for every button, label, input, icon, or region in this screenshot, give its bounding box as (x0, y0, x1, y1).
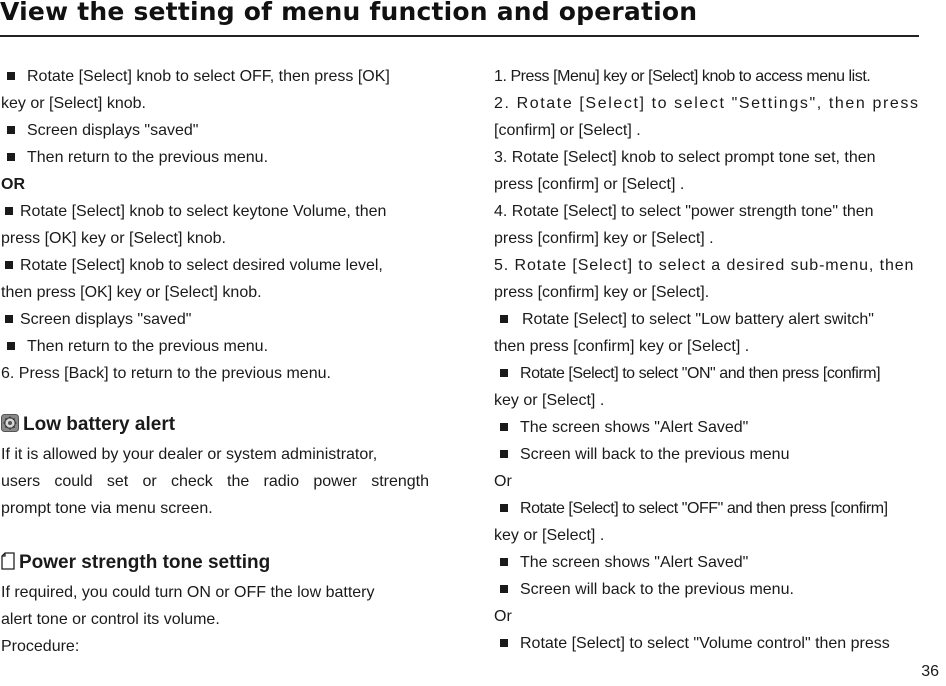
page-number: 36 (921, 663, 939, 680)
right-column (494, 63, 920, 657)
square-bullet-icon (7, 72, 15, 80)
section-heading-power-strength: Power strength tone setting (1, 549, 429, 576)
section-heading-low-battery: Low battery alert (1, 411, 429, 438)
text-line: alert tone or control its volume. (1, 611, 220, 628)
text-line: Rotate [Select] to select "Low battery alert switch" (494, 306, 920, 333)
text-line: key or [Select] . (494, 392, 605, 409)
or-label: Or (494, 473, 512, 490)
square-bullet-icon (7, 126, 15, 134)
spacer (1, 387, 429, 411)
document-icon (1, 552, 15, 570)
text-line: Screen displays "saved" (1, 306, 429, 333)
text-line: 1. Press [Menu] key or [Select] knob to access menu list. (494, 68, 871, 85)
square-bullet-icon (7, 342, 15, 350)
text-line: Rotate [Select] to select "OFF" and then press [confirm] (494, 495, 920, 522)
text-line: Then return to the previous menu. (1, 333, 429, 360)
text-line: press [confirm] key or [Select] . (494, 230, 714, 247)
text-line: users could set or check the radio power strength (1, 473, 429, 490)
text-line: Rotate [Select] knob to select keytone Volume, then (1, 198, 429, 225)
text-line: 5. Rotate [Select] to select a desired sub-menu, then (494, 257, 915, 274)
spacer (1, 522, 429, 549)
text-line: Rotate [Select] knob to select OFF, then press [OK] (1, 63, 429, 90)
square-bullet-icon (7, 153, 15, 161)
text-line: press [confirm] key or [Select]. (494, 284, 710, 301)
settings-gear-icon (1, 414, 19, 432)
left-column (1, 63, 429, 660)
text-line: press [OK] key or [Select] knob. (1, 230, 226, 247)
text-line: Screen will back to the previous menu (494, 441, 920, 468)
text-line: key or [Select] knob. (1, 95, 146, 112)
page-title: View the setting of menu function and operation (0, 0, 698, 26)
square-bullet-icon (5, 207, 13, 215)
square-bullet-icon (500, 450, 508, 458)
text-line: prompt tone via menu screen. (1, 500, 213, 517)
text-line: then press [confirm] key or [Select] . (494, 338, 750, 355)
text-line: then press [OK] key or [Select] knob. (1, 284, 262, 301)
square-bullet-icon (5, 261, 13, 269)
text-line: key or [Select] . (494, 527, 605, 544)
text-line: 3. Rotate [Select] knob to select prompt tone set, then (494, 149, 876, 166)
square-bullet-icon (5, 315, 13, 323)
square-bullet-icon (500, 315, 508, 323)
text-line: Rotate [Select] to select "ON" and then press [confirm] (494, 360, 920, 387)
text-line: Then return to the previous menu. (1, 144, 429, 171)
square-bullet-icon (500, 639, 508, 647)
title-divider (0, 35, 919, 37)
text-line: Procedure: (1, 638, 80, 655)
text-line: 6. Press [Back] to return to the previous menu. (1, 365, 331, 382)
text-line: 4. Rotate [Select] to select "power strength tone" then (494, 203, 874, 220)
text-line: The screen shows "Alert Saved" (494, 549, 920, 576)
square-bullet-icon (500, 558, 508, 566)
or-label: Or (494, 608, 512, 625)
square-bullet-icon (500, 369, 508, 377)
text-line: Rotate [Select] to select "Volume control" then press (494, 630, 920, 657)
text-line: Rotate [Select] knob to select desired volume level, (1, 252, 429, 279)
text-line: If it is allowed by your dealer or system administrator, (1, 446, 378, 463)
square-bullet-icon (500, 423, 508, 431)
text-line: Screen will back to the previous menu. (494, 576, 920, 603)
text-line: Screen displays "saved" (1, 117, 429, 144)
text-line: 2. Rotate [Select] to select "Settings", then press (494, 95, 920, 112)
text-line: If required, you could turn ON or OFF the low battery (1, 584, 375, 601)
text-line: press [confirm] or [Select] . (494, 176, 685, 193)
square-bullet-icon (500, 504, 508, 512)
square-bullet-icon (500, 585, 508, 593)
text-line: [confirm] or [Select] . (494, 122, 641, 139)
text-line: The screen shows "Alert Saved" (494, 414, 920, 441)
or-label: OR (1, 176, 25, 193)
